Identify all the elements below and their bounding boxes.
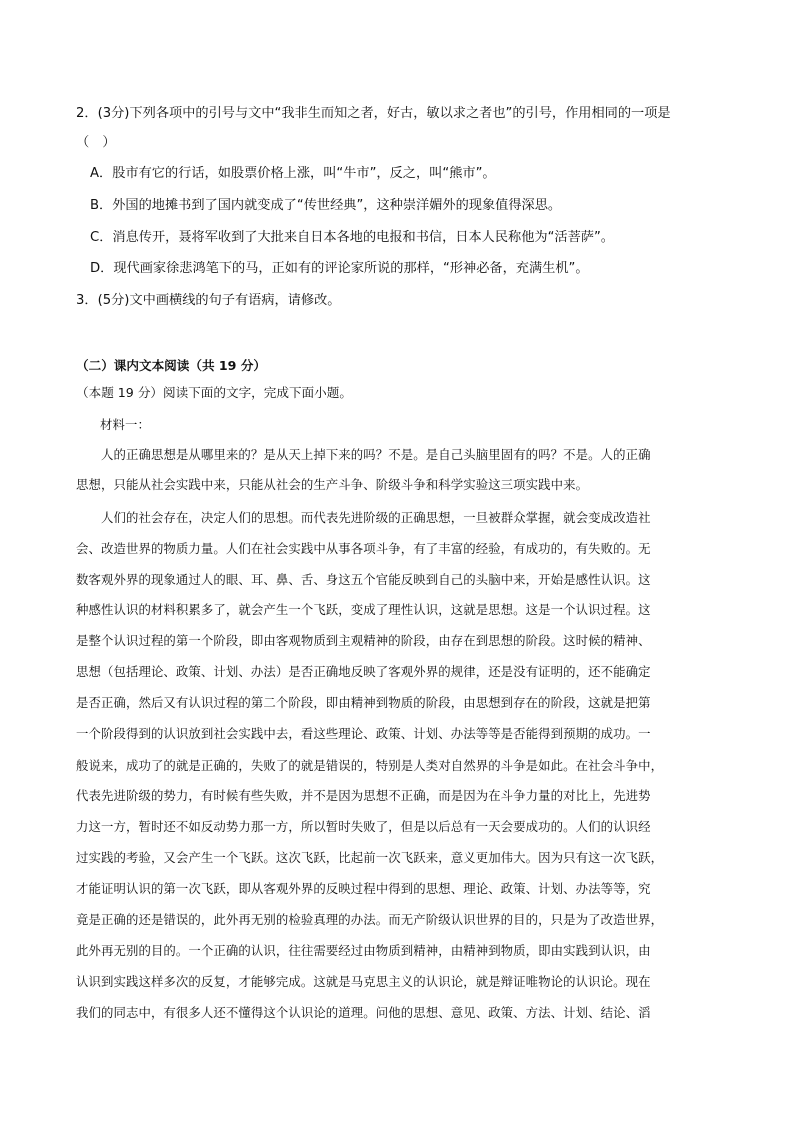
passage-line: 思想，只能从社会实践中来，只能从社会的生产斗争、阶级斗争和科学实验这三项实践中来。 (76, 477, 589, 492)
passage-line: 人们的社会存在，决定人们的思想。而代表先进阶级的正确思想，一旦被群众掌握，就会变成改造社 (101, 510, 651, 525)
material-label: 材料一： (100, 417, 150, 432)
passage-line: 般说来，成功了的就是正确的，失败了的就是错误的，特别是人类对自然界的斗争是如此。在社会斗争中， (76, 758, 664, 773)
passage-line: 一个阶段得到的认识放到社会实践中去，看这些理论、政策、计划、办法等等是否能得到预期的成功。一 (76, 726, 651, 741)
passage-line: 过实践的考验，又会产生一个飞跃。这次飞跃，比起前一次飞跃来，意义更加伟大。因为只有这一次飞跃， (76, 850, 664, 865)
option-c: C．消息传开，聂将军收到了大批来自日本各地的电报和书信，日本人民称他为“活菩萨”。 (90, 230, 614, 245)
passage-line: 我们的同志中，有很多人还不懂得这个认识论的道理。问他的思想、意见、政策、方法、计划、结论、滔 (76, 1005, 651, 1020)
passage-line: 思想（包括理论、政策、计划、办法）是否正确地反映了客观外界的规律，还是没有证明的，还不能确定 (76, 664, 651, 679)
passage-line: 代表先进阶级的势力，有时候有些失败，并不是因为思想不正确，而是因为在斗争力量的对比上，先进势 (76, 788, 651, 803)
question-2-answer-paren: （ ） (76, 135, 116, 150)
passage-line: 人的正确思想是从哪里来的？是从天上掉下来的吗？不是。是自己头脑里固有的吗？不是。人的正确 (101, 447, 651, 462)
passage-line: 会、改造世界的物质力量。人们在社会实践中从事各项斗争，有了丰富的经验，有成功的，有失败的。无 (76, 541, 651, 556)
passage-line: 是整个认识过程的第一个阶段，即由客观物质到主观精神的阶段，由存在到思想的阶段。这时候的精神、 (76, 633, 651, 648)
option-b: B．外国的地摊书到了国内就变成了“传世经典”，这种崇洋媚外的现象值得深思。 (90, 198, 562, 213)
passage-line: 认识到实践这样多次的反复，才能够完成。这就是马克思主义的认识论，就是辩证唯物论的认识论。现在 (76, 974, 651, 989)
passage-line: 种感性认识的材料积累多了，就会产生一个飞跃，变成了理性认识，这就是思想。这是一个认识过程。这 (76, 602, 651, 617)
passage-line: 力这一方，暂时还不如反动势力那一方，所以暂时失败了，但是以后总有一天会要成功的。人们的认识经 (76, 819, 651, 834)
question-3: 3．(5分)文中画横线的句子有语病，请修改。 (76, 293, 341, 308)
passage-line: 才能证明认识的第一次飞跃，即从客观外界的反映过程中得到的思想、理论、政策、计划、办法等等，究 (76, 881, 651, 896)
passage-line: 竟是正确的还是错误的，此外再无别的检验真理的办法。而无产阶级认识世界的目的，只是为了改造世界， (76, 912, 664, 927)
section-two-heading: （二）课内文本阅读（共 19 分） (76, 358, 267, 373)
passage-line: 此外再无别的目的。一个正确的认识，往往需要经过由物质到精神，由精神到物质，即由实践到认识，由 (76, 943, 651, 958)
option-d: D．现代画家徐悲鸿笔下的马，正如有的评论家所说的那样，“形神必备，充满生机”。 (90, 261, 589, 276)
passage-line: 数客观外界的现象通过人的眼、耳、鼻、舌、身这五个官能反映到自己的头脑中来，开始是感性认识。这 (76, 572, 651, 587)
option-a: A．股市有它的行话，如股票价格上涨，叫“牛市”，反之，叫“熊市”。 (90, 166, 496, 181)
section-two-instruction: （本题 19 分）阅读下面的文字，完成下面小题。 (76, 385, 352, 400)
passage-line: 是否正确，然后又有认识过程的第二个阶段，即由精神到物质的阶段，由思想到存在的阶段，这就是把第 (76, 695, 651, 710)
question-2-stem: 2．(3分)下列各项中的引号与文中“我非生而知之者，好古，敏以求之者也”的引号，作用相同的一项是 (76, 106, 671, 121)
